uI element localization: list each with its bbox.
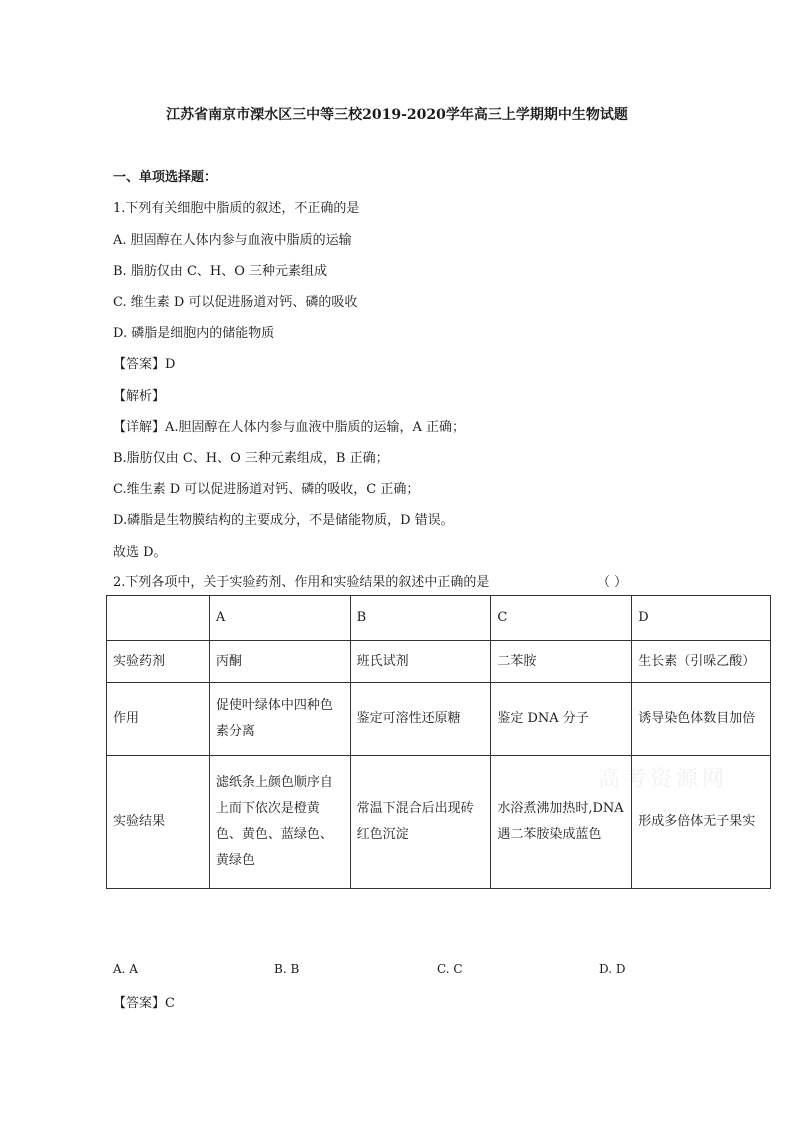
experiment-table [106,595,771,889]
table-header-cell: A [209,596,350,641]
q1-detail-a: 【详解】A.胆固醇在人体内参与血液中脂质的运输，A 正确； [113,420,466,435]
q2-option-c: C. C [437,962,463,976]
table-header-cell [107,596,210,641]
q1-detail-d: D.磷脂是生物膜结构的主要成分，不是储能物质，D 错误。 [113,513,454,528]
q1-answer: 【答案】D [113,357,176,372]
table-cell: 生长素（引哚乙酸） [632,641,771,683]
q2-option-b: B. B [274,962,300,976]
table-header-cell: B [350,596,491,641]
table-cell: 二苯胺 [491,641,632,683]
table-cell: 作用 [107,683,210,756]
table-cell: 常温下混合后出现砖红色沉淀 [350,756,491,889]
q1-option-c: C. 维生素 D 可以促进肠道对钙、磷的吸收 [113,295,358,310]
table-cell: 水浴煮沸加热时,DNA 遇二苯胺染成蓝色 [491,756,632,889]
table-header-cell: C [491,596,632,641]
table-row-result [107,756,771,889]
q1-detail-b: B.脂肪仅由 C、H、O 三种元素组成，B 正确； [113,451,389,466]
table-cell: 滤纸条上颜色顺序自上而下依次是橙黄色、黄色、蓝绿色、黄绿色 [209,756,350,889]
table-cell: 丙酮 [209,641,350,683]
q2-answer: 【答案】C [113,996,175,1011]
table-cell: 实验药剂 [107,641,210,683]
q2-option-a: A. A [113,962,138,976]
table-header-cell: D [632,596,771,641]
table-cell: 诱导染色体数目加倍 [632,683,771,756]
q1-option-a: A. 胆固醇在人体内参与血液中脂质的运输 [113,233,352,248]
q2-stem: 2.下列各项中，关于实验药剂、作用和实验结果的叙述中正确的是 [113,575,490,590]
table-row-reagent [107,641,771,683]
document-title: 江苏省南京市溧水区三中等三校2019-2020学年高三上学期期中生物试题 [166,107,628,123]
q1-conclusion: 故选 D。 [113,545,167,560]
section-heading: 一、单项选择题： [113,170,218,185]
q1-stem: 1.下列有关细胞中脂质的叙述，不正确的是 [113,201,360,216]
table-row-function [107,683,771,756]
q1-detail-c: C.维生素 D 可以促进肠道对钙、磷的吸收，C 正确； [113,482,420,497]
q1-option-d: D. 磷脂是细胞内的储能物质 [113,326,275,341]
q2-answer-parentheses: （ ） [597,575,628,590]
q2-option-d: D. D [599,962,626,976]
table-cell: 鉴定可溶性还原糖 [350,683,491,756]
table-cell: 实验结果 [107,756,210,889]
table-cell: 形成多倍体无子果实 [632,756,771,889]
table-cell: 班氏试剂 [350,641,491,683]
table-cell: 促使叶绿体中四种色素分离 [209,683,350,756]
q1-option-b: B. 脂肪仅由 C、H、O 三种元素组成 [113,264,328,279]
table-cell: 鉴定 DNA 分子 [491,683,632,756]
watermark: 高考资源网 [598,767,729,792]
q1-analysis-label: 【解析】 [113,389,166,404]
table-header-row [107,596,771,641]
